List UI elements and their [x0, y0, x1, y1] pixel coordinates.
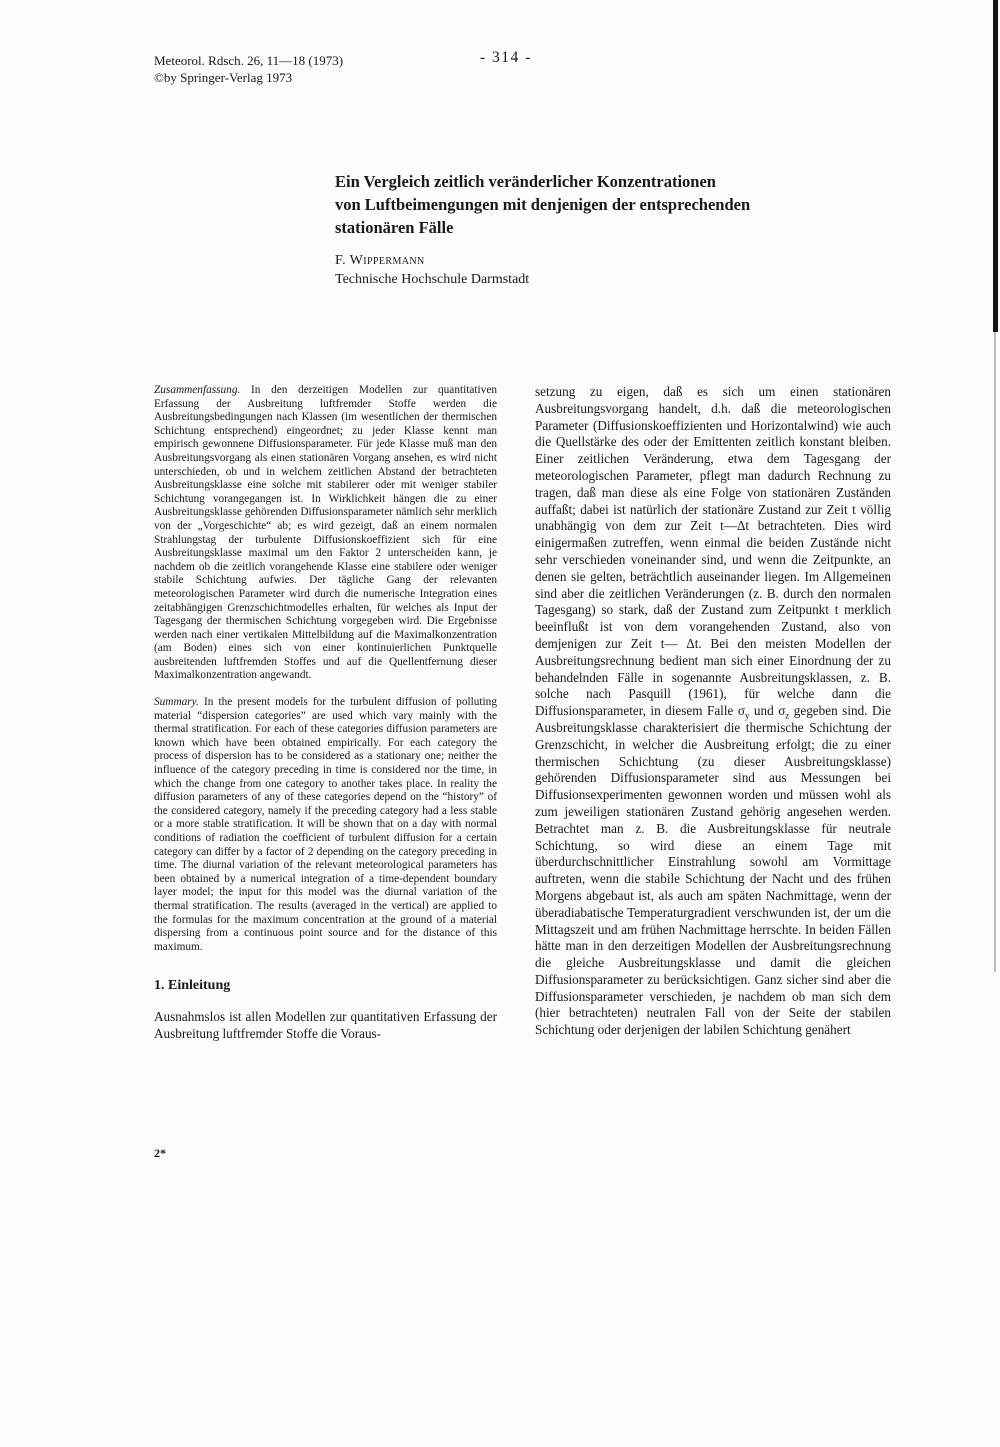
page-header-left [154, 52, 343, 86]
right-column-text-part2: gegeben sind. Die Ausbreitungsklasse charakterisiert die thermische Schichtung der Grenzschicht, in welcher die Ausbreitung erfolgt; die zu einer thermischen Schichtung (zu dieser Ausbreitungsklasse) gehörenden Diffusionsparameter sind aus Messungen bei Diffusionsexperimenten gewonnen worden und müssen wohl als zum jeweiligen stationären Zustand gehörig angesehen werden. Betrachtet man z. B. die Ausbreitungsklasse für neutrale Schichtung, so wird diese an einem Tage mit überdurchschnittlicher Einstrahlung sowohl am Vormittage auftreten, wenn die stabile Schichtung der Nacht und des frühen Morgens abgebaut ist, als auch am späten Nachmittage, wenn der überadiabatische Temperaturgradient verschwunden ist, der um die Mittagszeit und am frühen Nachmittage herrschte. In beiden Fällen hätte man in den derzeitigen Modellen der Ausbreitungsrechnung die gleiche Ausbreitungsklasse und damit die gleichen Diffusionsparameter zu berücksichtigen. Ganz sicher sind aber die Diffusionsparameter verschieden, je nachdem ob man sich dem (hier betrachteten) neutralen Fall von der Seite der stabilen Schichtung oder derjenigen der labilen Schichtung genähert [535, 703, 891, 1038]
sigma-y-subscript: y [744, 710, 750, 721]
abstract-english [154, 696, 497, 954]
right-column [535, 384, 891, 1039]
author-name: F. Wippermann [335, 253, 425, 268]
right-column-paragraph [535, 384, 891, 1039]
scan-edge-artifact-lower [994, 332, 996, 972]
journal-reference: Meteorol. Rdsch. 26, 11—18 (1973) [154, 53, 344, 68]
abstract-german-text: In den derzeitigen Modellen zur quantitativen Erfassung der Ausbreitung luftfremder Stoffe werden die Ausbreitungsbedingungen nach Klassen (im wesentlichen der thermischen Schichtung entsprechend) eingeordnet; zu jeder Klasse kennt man empirisch gewonnene Diffusionsparameter. Für jede Klasse muß man den Ausbreitungsvorgang als einen stationären Vorgang ansehen, es wird nicht unterschieden, ob und in welchem zeitlichen Abstand der betrachteten Ausbreitungsklasse eine solche mit stabilerer oder mit weniger stabiler Schichtung vorangegangen ist. In Wirklichkeit hängen die zu einer Ausbreitungsklasse gehörenden Diffusionsparameter nämlich sehr merklich von der „Vorgeschichte“ ab; es wird gezeigt, daß an einem normalen Strahlungstag der turbulente Diffusionskoeffizient sich für eine Ausbreitungsklasse maximal um den Faktor 2 unterscheiden kann, je nachdem ob die zeitlich vorangehende Klasse eine stabilere oder weniger stabile Schichtung aufwies. Der tägliche Gang der relevanten meteorologischen Parameter wird durch die numerische Integration eines zeitabhängigen Grenzschichtmodelles erhalten, für welches als Input der Tagesgang der thermischen Schichtung vorgegeben wird. Die Ergebnisse werden nach einer vertikalen Mittelbildung auf die Maximalkonzentration (am Boden) eines sich von einer kontinuierlichen Punktquelle ausbreitenden luftfremden Stoffes und auf die Quellentfernung dieser Maximalkonzentration angewandt. [154, 384, 497, 682]
abstract-german-label: Zusammenfassung. [154, 384, 241, 396]
page-number: - 314 - [480, 49, 532, 66]
printer-signature-mark: 2* [154, 1146, 166, 1160]
sigma-z-subscript: z [785, 710, 790, 721]
title-block [335, 170, 750, 288]
sigma-y-symbol: σ [737, 703, 745, 719]
sigma-conjunction: und [749, 703, 779, 719]
abstract-english-label: Summary. [154, 696, 199, 709]
scan-edge-artifact-top [993, 0, 998, 332]
left-column [154, 384, 497, 1043]
right-column-text-part1: setzung zu eigen, daß es sich um einen stationären Ausbreitungsvorgang handelt, d.h. daß die meteorologischen Parameter (Diffusionskoeffizienten und Horizontalwind) wie auch die Quellstärke des oder der Emittenten zeitlich konstant bleiben. Einer zeitlichen Veränderung, etwa dem Tagesgang der meteorologischen Parameter, pflegt man dadurch Rechnung zu tragen, daß man diese als eine Folge von stationären Zuständen auffaßt; dabei ist natürlich der stationäre Zustand zur Zeit t völlig unabhängig von dem zur Zeit t—Δt betrachteten. Dies wird einigermaßen zutreffen, wenn einmal die beiden Zustände nicht sehr verschieden voneinander sind, und wenn die Zeitpunkte, an denen sie gelten, beträchtlich auseinander liegen. Im Allgemeinen sind aber die zeitlichen Veränderungen (z. B. durch den normalen Tagesgang) so stark, daß der Zustand zum Zeitpunkt t merklich beeinflußt ist von dem vorangehenden Zustand, also von demjenigen zur Zeit t— Δt. Bei den meisten Modellen der Ausbreitungsrechnung bedient man sich einer Einordnung der zu behandelnden Fälle in sogenannte Ausbreitungsklassen, z. B. solche nach Pasquill (1961), für welche dann die Diffusionsparameter, in diesem Falle [535, 384, 891, 719]
section-heading-einleitung: 1. Einleitung [154, 978, 231, 994]
sigma-z-symbol: σ [778, 703, 786, 719]
abstract-english-text: In the present models for the turbulent diffusion of polluting material “dispersion categories” are used which vary mainly with the thermal stratification. For each of these categories diffusion parameters are known which have been obtained empirically. For each category the process of dispersion has to be considered as a stationary one; neither the influence of the category preceding in time is considered nor the time, in which the change from one category to another takes place. In reality the diffusion parameters of any of these categories depend on the “history” of the considered category, namely if the preceding category had a less stable or a more stable stratification. It will be shown that on a day with normal conditions of radiation the coefficient of turbulent diffusion for a certain category can differ by a factor of 2 depending on the category preceding in time. The diurnal variation of the relevant meteorological parameters has been obtained by a numerical integration of a time-dependent boundary layer model; the input for this model was the diurnal variation of the thermal stratification. The results (averaged in the vertical) are applied to the formulas for the maximum concentration at the ground of a material dispersing from a continuous point source and for the distance of this maximum. [154, 696, 497, 953]
article-title-line-3: stationären Fälle [335, 218, 454, 237]
author-affiliation: Technische Hochschule Darmstadt [335, 272, 530, 287]
article-title-line-2: von Luftbeimengungen mit denjenigen der entsprechenden [335, 195, 751, 214]
abstract-german [154, 384, 497, 683]
copyright-notice: ©by Springer-Verlag 1973 [154, 70, 293, 85]
einleitung-paragraph: Ausnahmslos ist allen Modellen zur quantitativen Erfassung der Ausbreitung luftfremder Stoffe die Voraus- [154, 1009, 497, 1042]
article-title-line-1: Ein Vergleich zeitlich veränderlicher Konzentrationen [335, 172, 716, 191]
